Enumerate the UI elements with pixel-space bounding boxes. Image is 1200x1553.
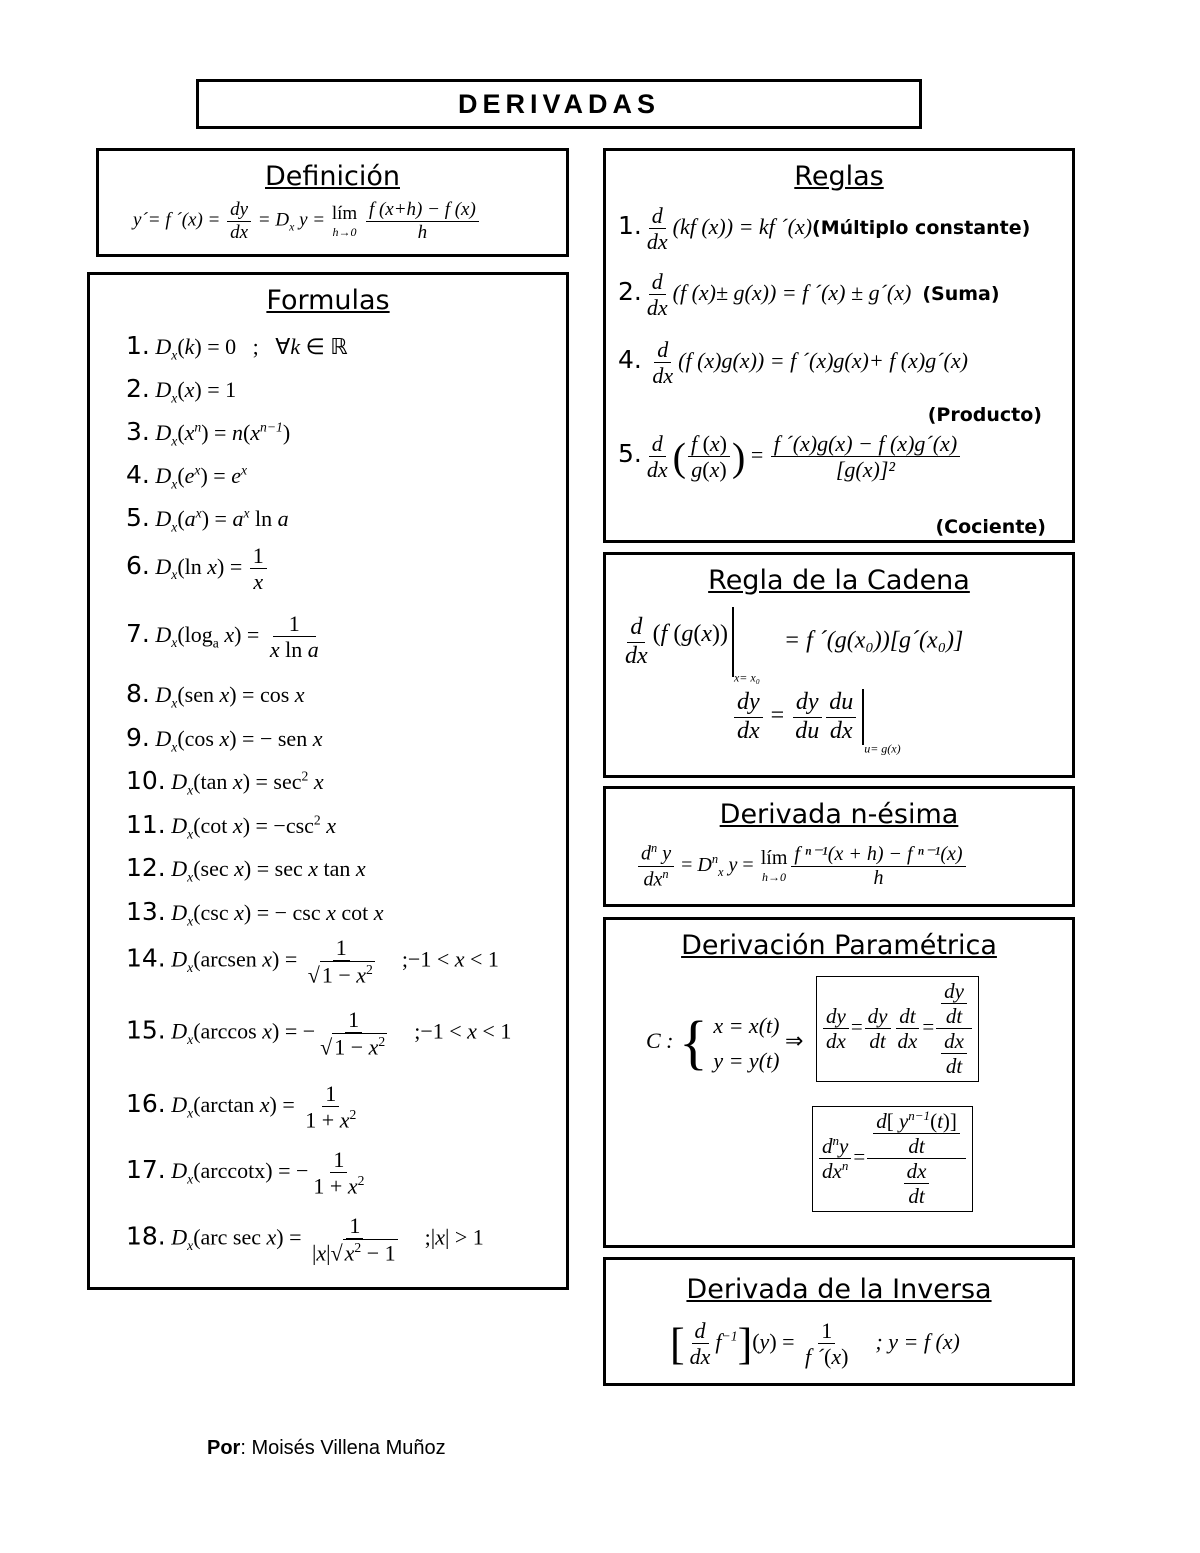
nesima-den: h [873, 866, 884, 889]
formula-number: 2. [126, 374, 150, 403]
formula-1: 1. $D_x(k) = 0$ ; ∀k ∈ ℝ [126, 331, 348, 363]
formula-6: 6. $D_x(\ln$ x) = $\frac{1}{x}$ [126, 543, 269, 595]
footer-bold: Por [207, 1437, 241, 1459]
parametrica-header: Derivación Paramétrica [681, 930, 997, 961]
formula-number: 9. [126, 723, 150, 752]
formula-number: 8. [126, 679, 150, 708]
regla-number: 5. [618, 438, 642, 468]
def-den: h [417, 221, 428, 243]
inversa-tail: ; y = f (x) [875, 1328, 960, 1354]
regla-expr: (kf (x)) = kf ´(x) [672, 213, 813, 239]
cadena-rhs: = f ´(g(x₀))[g´(x₀)] [783, 627, 964, 654]
regla-number: 4. [618, 344, 642, 374]
regla-note: (Cociente) [935, 516, 1046, 538]
regla-5-den: [g(x)]² [835, 457, 896, 483]
parametrica-second: $\frac{d^ny}{dx^n}$ = $\frac{\frac{d[ y^{n-1}(t)]}{dt}}{\frac{dx}{dt}}$ [812, 1106, 973, 1212]
formula-number: 1. [126, 331, 150, 360]
formula-number: 6. [126, 550, 150, 580]
param-y-eq: y = y(t) [713, 1048, 780, 1074]
definicion-formula [133, 199, 481, 244]
formula-number: 3. [126, 417, 150, 446]
formula-number: 4. [126, 460, 150, 489]
regla-5-num: f ´(x)g(x) − f (x)g´(x) [771, 431, 960, 457]
param-c: C : [646, 1028, 674, 1054]
regla-number: 2. [618, 276, 642, 306]
inversa-box [603, 1257, 1075, 1386]
def-lim: lím [331, 202, 358, 224]
inversa-header: Derivada de la Inversa [686, 1274, 992, 1305]
nesima-header: Derivada n-ésima [719, 799, 959, 830]
formula-11: 11. $D_x(\cot$ $x) = -\csc^2$ x [126, 810, 336, 842]
footer-name: : Moisés Villena Muñoz [240, 1437, 446, 1459]
formula-5: 5. $D_x(a^x) = a^x$ ln a [126, 503, 289, 535]
formula-number: 15. [126, 1015, 166, 1045]
formula-number: 10. [126, 766, 166, 795]
formula-13: 13. $D_x(\csc$ x) = − csc x cot x [126, 897, 384, 929]
cadena-box [603, 552, 1075, 778]
regla-5: 5. $\frac{d}{dx}$ ( $\frac{f (x)}{g(x)}$ ) = $\frac{f ´(x)g(x) - f (x)g´(x)}{\text{[g(x)]²}}$ [618, 431, 962, 483]
formula-number: 12. [126, 853, 166, 882]
cadena-eval-u: u= g(x) [864, 741, 901, 756]
cadena-header: Regla de la Cadena [708, 565, 970, 596]
cadena-line2: $\frac{dy}{dx}$ = $\frac{dy}{du}$ $\frac{du}{dx}$ $_{u= g(x)}$ [732, 689, 901, 757]
definicion-header: Definición [265, 161, 400, 192]
def-lhs: y´= f ´(x) = [133, 209, 221, 231]
formulas-header: Formulas [266, 285, 390, 316]
def-dx: dx [230, 221, 249, 243]
cadena-line1: $\frac{d}{dx}$ (f $(g(x))_{x= x_0}$ = f ´(g(x₀))[g´(x₀)] [620, 607, 963, 686]
regla-4-note [928, 401, 1042, 427]
formula-number: 17. [126, 1155, 166, 1184]
regla-expr: (f (x)± g(x)) = f ´(x) ± g´(x) [672, 279, 912, 305]
definicion-box [96, 148, 569, 257]
formula-number: 7. [126, 618, 150, 648]
formula-17: 17. $D_x(arccotx)$ = − $\frac{1}{1 + x^2}$ [126, 1147, 365, 1199]
formula-14: 14. $D_x(arcsen$ x) = $\frac{1}{√1 - x^2}$ ;−1 < x < 1 [126, 935, 499, 988]
formula-4: 4. $D_x(e^x) = e^x$ [126, 460, 248, 492]
formulas-box [87, 272, 569, 1290]
nesima-box [603, 786, 1075, 907]
param-implies: ⇒ [784, 1028, 804, 1054]
nesima-num: f ⁿ⁻¹(x + h) − f ⁿ⁻¹(x) [791, 843, 965, 867]
regla-2: 2. $\frac{d}{dx}$ (f (x)± g(x)) = f ´(x) ± g´(x) (Suma) [618, 269, 1000, 321]
footer-author [207, 1437, 446, 1460]
formula-8: 8. $D_x(sen$ x) = cos x [126, 679, 305, 711]
formula-15: 15. $D_x(\arccos$ x) = − $\frac{1}{√1 - x^2}$ ;−1 < x < 1 [126, 1007, 512, 1060]
formula-10: 10. $D_x(\tan$ $x) = \sec^2 x$ [126, 766, 324, 798]
reglas-box [603, 148, 1075, 543]
formula-16: 16. $D_x(\arctan$ x) = $\frac{1}{1 + x^2}$ [126, 1081, 357, 1133]
def-limsub: h→0 [332, 224, 357, 239]
formula-18: 18. $D_x(arc$ sec x) = $\frac{1}{|x|√x^2 - 1}$ ;|x| > 1 [126, 1213, 484, 1266]
reglas-header: Reglas [794, 161, 884, 192]
def-num: f (x+h) − f (x) [366, 199, 479, 222]
regla-note: (Producto) [927, 404, 1042, 426]
regla-number: 1. [618, 210, 642, 240]
inversa-formula: [ $\frac{d}{dx}$ $f^{-1}](y)$ = $\frac{1}{f ´(x)}$ ; y = f (x) [670, 1318, 960, 1370]
def-dy: dy [227, 199, 251, 222]
param-x-eq: x = x(t) [713, 1013, 780, 1038]
def-subx: x [289, 220, 295, 234]
cadena-eval-x0: x= x₀ [733, 670, 760, 685]
parametrica-first: $\frac{dy}{dx}$ = $\frac{dy}{dt}$ $\frac{dt}{dx}$ = $\frac{\frac{dy}{dt}}{\frac{dx}{dt}}$ [816, 976, 979, 1082]
page-title: DERIVADAS [457, 89, 661, 119]
parametrica-box [603, 917, 1075, 1248]
formula-number: 18. [126, 1221, 166, 1251]
formula-number: 14. [126, 943, 166, 973]
regla-note: (Suma) [922, 282, 1000, 305]
parametrica-system: C : { x = x(t) y = y(t) ⇒ [646, 1008, 803, 1078]
regla-4: 4. $\frac{d}{dx}$ (f (x)g(x)) = f ´(x)g(x)+ f (x)g´(x) [618, 337, 968, 389]
formula-3: 3. $D_x(x^n) = n(x^{n-1})$ [126, 417, 291, 449]
formula-12: 12. $D_x(\sec$ x) = sec x tan x [126, 853, 366, 885]
regla-1: 1. $\frac{d}{dx}$ (kf (x)) = kf ´(x)(Múltiplo constante) [618, 203, 1031, 255]
formula-number: 11. [126, 810, 166, 839]
title-box [196, 79, 922, 129]
def-mid: = D [257, 209, 290, 231]
formula-number: 5. [126, 503, 150, 532]
formula-number: 13. [126, 897, 166, 926]
regla-note: (Múltiplo constante) [812, 216, 1031, 239]
regla-5-note [935, 513, 1046, 539]
regla-expr: (f (x)g(x)) = f ´(x)g(x)+ f (x)g´(x) [678, 347, 968, 373]
nesima-formula: $\frac{d^n y}{dx^n}$ = $D^n_x$ y = lím h→0 $\frac{\text{f ⁿ⁻¹(x + h) − f ⁿ⁻¹(x)}}{h}$ [636, 841, 968, 891]
formula-7: 7. $D_x(\log_a$ x) = $\frac{1}{\text{x ln a}}$ [126, 611, 319, 663]
formula-number: 16. [126, 1089, 166, 1118]
formula-2: 2. $D_x(x) = 1$ [126, 374, 237, 406]
formula-9: 9. $D_x(\cos$ x) = − sen x [126, 723, 323, 755]
def-yeq: y = [299, 209, 326, 231]
